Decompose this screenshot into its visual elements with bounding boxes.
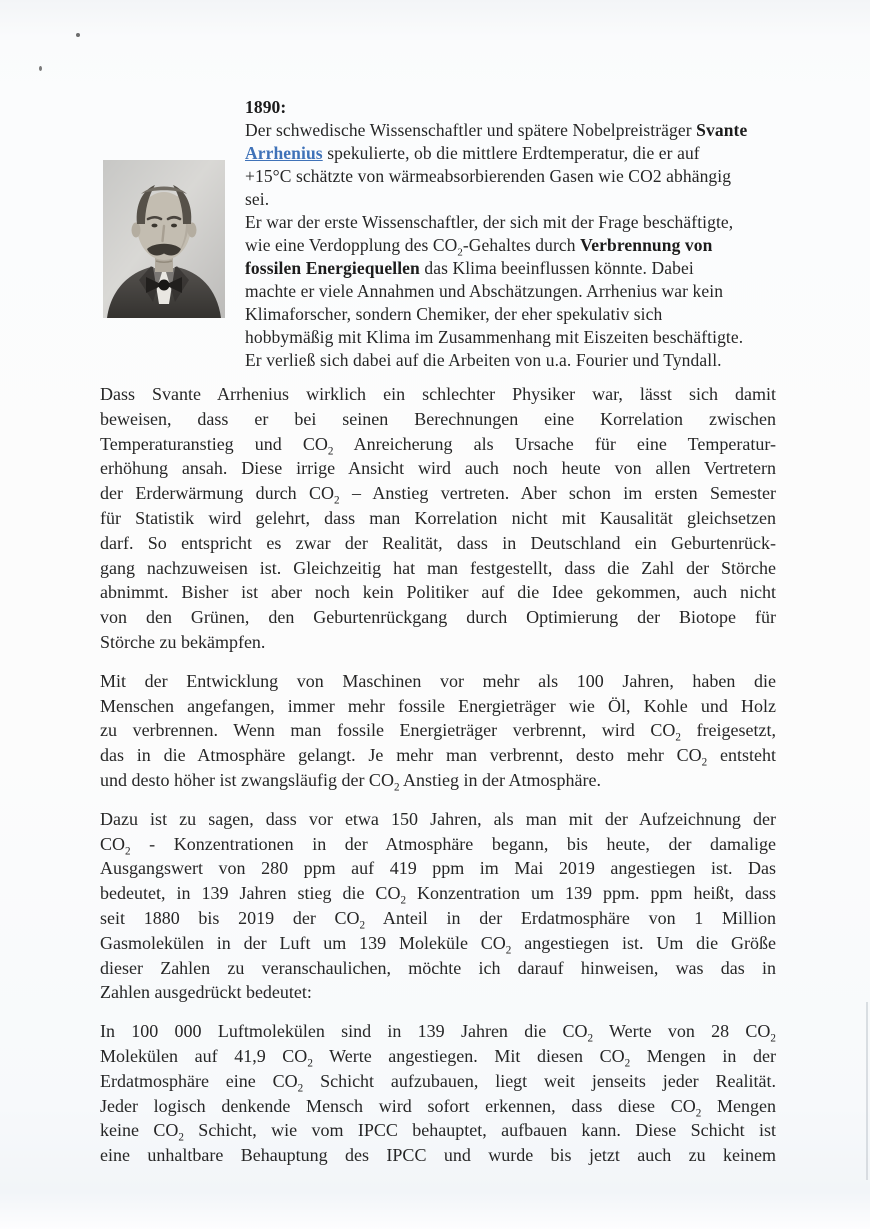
paragraph (100, 1019, 776, 1168)
portrait-illustration (103, 160, 225, 318)
body-line: der Erderwärmung durch $CO_2$ – Anstieg vertreten. Aber schon im ersten Semester (100, 483, 776, 507)
body-line: für Statistik wird gelehrt, dass man Korrelation nicht mit Kausalität gleichsetzen (100, 507, 776, 528)
body-line: Dass Svante Arrhenius wirklich ein schlechter Physiker war, lässt sich damit (100, 384, 776, 404)
body-text (100, 382, 776, 1182)
intro-line: machte er viele Annahmen und Abschätzungen. Arrhenius war kein (245, 281, 724, 301)
intro-heading: 1890: (245, 97, 287, 117)
intro-section (100, 96, 776, 372)
arrhenius-link[interactable]: Arrhenius (245, 143, 323, 163)
intro-line: Arrhenius spekulierte, ob die mittlere Erdtemperatur, die er auf (245, 143, 700, 163)
paragraph (100, 382, 776, 655)
intro-text (245, 96, 770, 372)
paragraph (100, 807, 776, 1005)
intro-line: hobbymäßig mit Klima im Zusammenhang mit Eiszeiten beschäftigte. (245, 327, 744, 347)
intro-line: +15°C schätzte von wärmeabsorbierenden Gasen wie CO2 abhängig (245, 166, 732, 186)
body-line: Erdatmosphäre eine $CO_2$ Schicht aufzubauen, liegt weit jenseits jeder Realität. (100, 1070, 776, 1095)
scan-speck (76, 33, 80, 37)
body-line: gang nachzuweisen ist. Gleichzeitig hat man festgestellt, dass die Zahl der Störche (100, 557, 776, 578)
intro-line: fossilen Energiequellen das Klima beeinflussen könnte. Dabei (245, 258, 694, 278)
body-line: seit 1880 bis 2019 der $CO_2$ Anteil in der Erdatmosphäre von 1 Million (100, 907, 776, 932)
body-line: Zahlen ausgedrückt bedeutet: (100, 982, 312, 1003)
scan-speck (39, 66, 42, 71)
body-line: $CO_2$ - Konzentrationen in der Atmosphäre begann, bis heute, der damalige (100, 833, 776, 858)
body-line: das in die Atmosphäre gelangt. Je mehr man verbrennt, desto mehr $CO_2$ entsteht (100, 745, 776, 769)
body-line: von den Grünen, den Geburtenrückgang durch Optimierung der Biotope für (100, 607, 776, 628)
body-line: bedeutet, in 139 Jahren stieg die $CO_2$ Konzentration um 139 ppm. ppm heißt, dass (100, 883, 776, 907)
body-line: Dazu ist zu sagen, dass vor etwa 150 Jahren, als man mit der Aufzeichnung der (100, 808, 776, 829)
intro-lines (245, 119, 770, 372)
body-line: und desto höher ist zwangsläufig der $CO_2$ Anstieg in der Atmosphäre. (100, 769, 602, 794)
body-line: abnimmt. Bisher ist aber noch kein Politiker auf die Idee gekommen, auch nicht (100, 582, 776, 603)
intro-line: Er verließ sich dabei auf die Arbeiten von u.a. Fourier und Tyndall. (245, 350, 722, 370)
body-line: Molekülen auf 41,9 $CO_2$ Werte angestiegen. Mit diesen $CO_2$ Mengen in der (100, 1045, 776, 1070)
body-line: darf. So entspricht es zwar der Realität, dass in Deutschland ein Geburtenrück- (100, 532, 776, 553)
body-line: dieser Zahlen zu veranschaulichen, möchte ich darauf hinweisen, was das in (100, 957, 776, 978)
body-line: beweisen, dass er bei seinen Berechnungen eine Korrelation zwischen (100, 408, 776, 429)
arrhenius-portrait-photo (103, 160, 225, 318)
intro-line: Klimaforscher, sondern Chemiker, der eher spekulativ sich (245, 304, 663, 324)
body-line: keine $CO_2$ Schicht, wie vom IPCC behauptet, aufbauen kann. Diese Schicht ist (100, 1120, 777, 1144)
body-line: zu verbrennen. Wenn man fossile Energieträger verbrennt, wird $CO_2$ freigesetzt, (100, 720, 776, 744)
body-line: In 100 000 Luftmolekülen sind in 139 Jahren die $CO_2$ Werte von 28 $CO_2$ (100, 1021, 776, 1045)
intro-line: Er war der erste Wissenschaftler, der sich mit der Frage beschäftigte, (245, 212, 734, 232)
body-line: Gasmolekülen in der Luft um 139 Moleküle $CO_2$ angestiegen ist. Um die Größe (100, 932, 776, 957)
paragraph (100, 669, 776, 793)
scan-edge-artifact (866, 1002, 868, 1180)
body-line: Störche zu bekämpfen. (100, 631, 266, 652)
body-line: erhöhung ansah. Diese irrige Ansicht wird auch noch heute von allen Vertretern (100, 458, 776, 479)
intro-line: wie eine Verdopplung des $CO_2$-Gehaltes durch Verbrennung von (245, 235, 713, 259)
body-line: Jeder logisch denkende Mensch wird sofort erkennen, dass diese $CO_2$ Mengen (100, 1095, 777, 1120)
intro-line: sei. (245, 189, 270, 209)
body-line: Mit der Entwicklung von Maschinen vor mehr als 100 Jahren, haben die (100, 670, 776, 691)
body-line: eine unhaltbare Behauptung des IPCC und wurde bis jetzt auch zu keinem (100, 1145, 776, 1166)
body-line: Menschen angefangen, immer mehr fossile Energieträger wie Öl, Kohle und Holz (100, 695, 776, 716)
intro-line: Der schwedische Wissenschaftler und spätere Nobelpreisträger Svante (245, 120, 748, 140)
body-line: Ausgangswert von 280 ppm auf 419 ppm im Mai 2019 angestiegen ist. Das (100, 858, 776, 879)
body-line: Temperaturanstieg und $CO_2$ Anreicherung als Ursache für eine Temperatur- (100, 433, 777, 458)
